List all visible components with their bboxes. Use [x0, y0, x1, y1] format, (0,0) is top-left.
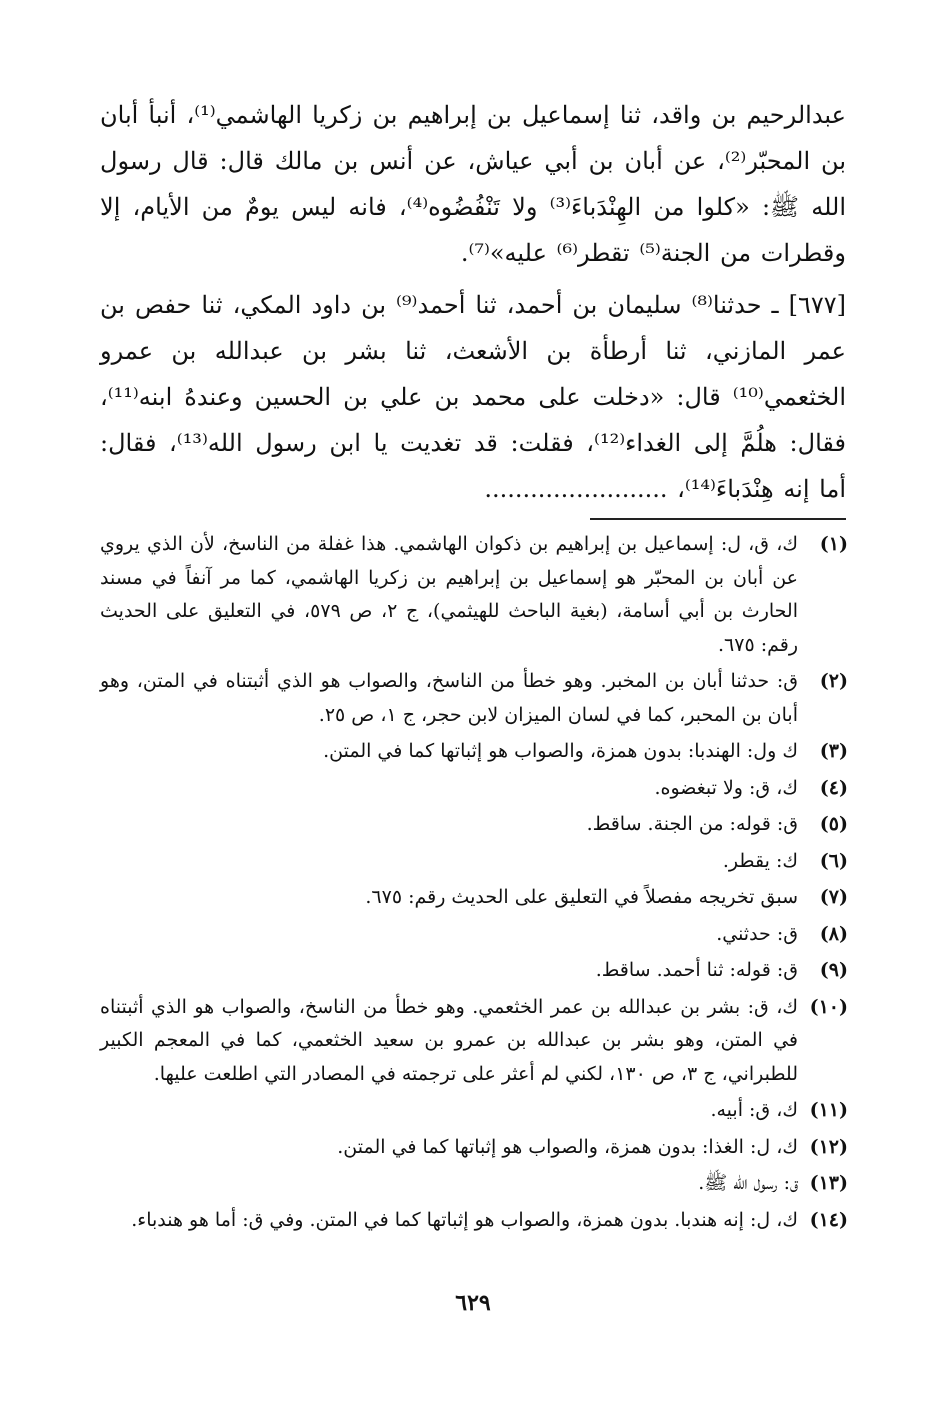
footnote-item — [100, 881, 848, 915]
footnote-number: (٩) — [819, 959, 848, 981]
footnote-number: (١٤) — [809, 1208, 848, 1231]
footnote-divider — [590, 518, 846, 520]
footnote-item — [100, 772, 848, 806]
page-number: ٦٢٩ — [455, 1290, 491, 1316]
footnote-text: ك، ق، ل: إسماعيل بن إبراهيم بن ذكوان الهاشمي. هذا غفلة من الناسخ، لأن الذي يروي عن أبان بن المحبّر هو إسماعيل بن إبراهيم بن زكريا الهاشمي، كما مر آنفاً في مسند الحارث بن أبي أسامة، (بغية الباحث للهيثمي)، ج ٢، ص ٥٧٩، في التعليق على الحديث رقم: ٦٧٥. — [100, 533, 798, 656]
footnote-number: (٢) — [819, 670, 848, 692]
footnote-number: (١٢) — [809, 1135, 848, 1158]
footnote-number: (٦) — [819, 849, 848, 872]
footnote-text: ك، ق: أبيه. — [710, 1099, 798, 1121]
footnote-number: (٣) — [819, 740, 848, 762]
footnote-item — [100, 845, 848, 879]
footnote-text: ك ول: الهندبا: بدون همزة، والصواب هو إثباتها كما في المتن. — [323, 740, 798, 762]
main-text — [100, 92, 846, 512]
footnote-item — [100, 1167, 848, 1201]
footnote-item — [100, 735, 848, 769]
footnote-item — [100, 665, 848, 732]
footnote-item — [100, 991, 848, 1092]
footnote-number: (٨) — [819, 922, 848, 945]
footnote-item — [100, 954, 848, 988]
footnote-text: ق: حدثنا أبان بن المخبر. وهو خطأ من الناسخ، والصواب هو الذي أثبتناه في المتن، وهو أبان بن المحبر، كما في لسان الميزان لابن حجر، ج ١، ص ٢٥. — [100, 670, 798, 726]
footnote-number: (١) — [819, 533, 848, 555]
footnote-number: (١٠) — [809, 995, 848, 1018]
paragraph-2: [٦٧٧] ـ حدثنا⁽⁸⁾ سليمان بن أحمد، ثنا أحمد⁽⁹⁾ بن داود المكي، ثنا حفص بن عمر المازني، ثنا أرطأة بن الأشعث، ثنا بشر بن عبدالله بن عمرو الخثعمي⁽¹⁰⁾ قال: «دخلت على محمد بن علي بن الحسين وعندهُ ابنه⁽¹¹⁾، فقال: هلُمَّ إلى الغداء⁽¹²⁾، فقلت: قد تغديت يا ابن رسول الله⁽¹³⁾، فقال: أما إنه هِنْدَباءَ⁽¹⁴⁾، ........................ — [100, 291, 846, 503]
footnote-item — [100, 1094, 848, 1128]
footnote-number: (١١) — [809, 1099, 848, 1121]
footnote-text: ك: يقطر. — [722, 849, 798, 872]
footnote-item — [100, 808, 848, 842]
footnote-text: ك، ل: إنه هندبا. بدون همزة، والصواب هو إثباتها كما في المتن. وفي ق: أما هو هندباء. — [131, 1208, 798, 1231]
footnotes-list — [100, 528, 848, 1240]
footnote-number: (٥) — [819, 813, 848, 835]
footnote-item — [100, 1131, 848, 1165]
footnote-number: (١٣) — [809, 1172, 848, 1194]
footnote-text: ق: قوله: من الجنة. ساقط. — [586, 813, 798, 835]
footnote-text: ك، ل: الغذا: بدون همزة، والصواب هو إثباتها كما في المتن. — [337, 1135, 798, 1158]
footnote-text: سبق تخريجه مفصلاً في التعليق على الحديث رقم: ٦٧٥. — [365, 886, 798, 908]
footnote-item — [100, 528, 848, 662]
footnote-number: (٤) — [819, 776, 848, 799]
footnote-item — [100, 1204, 848, 1238]
footnote-text: ق: حدثني. — [716, 922, 798, 945]
footnote-text: ك، ق: ولا تبغضوه. — [654, 776, 798, 799]
footnote-text: ك، ق: بشر بن عبدالله بن عمر الخثعمي. وهو خطأ من الناسخ، والصواب هو الذي أثبتناه في المتن، وهو بشر بن عبدالله بن عمرو بن سعيد الخثعمي، كما في المعجم الكبير للطبراني، ج ٣، ص ١٣٠، لكني لم أعثر على ترجمته في المصادر التي اطلعت عليها. — [100, 995, 798, 1085]
footnote-number: (٧) — [819, 886, 848, 908]
paragraph-1: عبدالرحيم بن واقد، ثنا إسماعيل بن إبراهيم بن زكريا الهاشمي⁽¹⁾، أنبأ أبان بن المحبّر⁽²⁾، عن أبان بن أبي عياش، عن أنس بن مالك قال: قال رسول الله ﷺ: «كلوا من الهِنْدَباءَ⁽³⁾ ولا تَنْفُضُوه⁽⁴⁾، فانه ليس يومٌ من الأيام، إلا وقطرات من الجنة⁽⁵⁾ تقطر⁽⁶⁾ عليه»⁽⁷⁾. — [100, 101, 846, 267]
footnote-item — [100, 918, 848, 952]
footnote-text: ق: رسول الله ﷺ. — [698, 1172, 798, 1194]
footnote-text: ق: قوله: ثنا أحمد. ساقط. — [595, 959, 798, 981]
